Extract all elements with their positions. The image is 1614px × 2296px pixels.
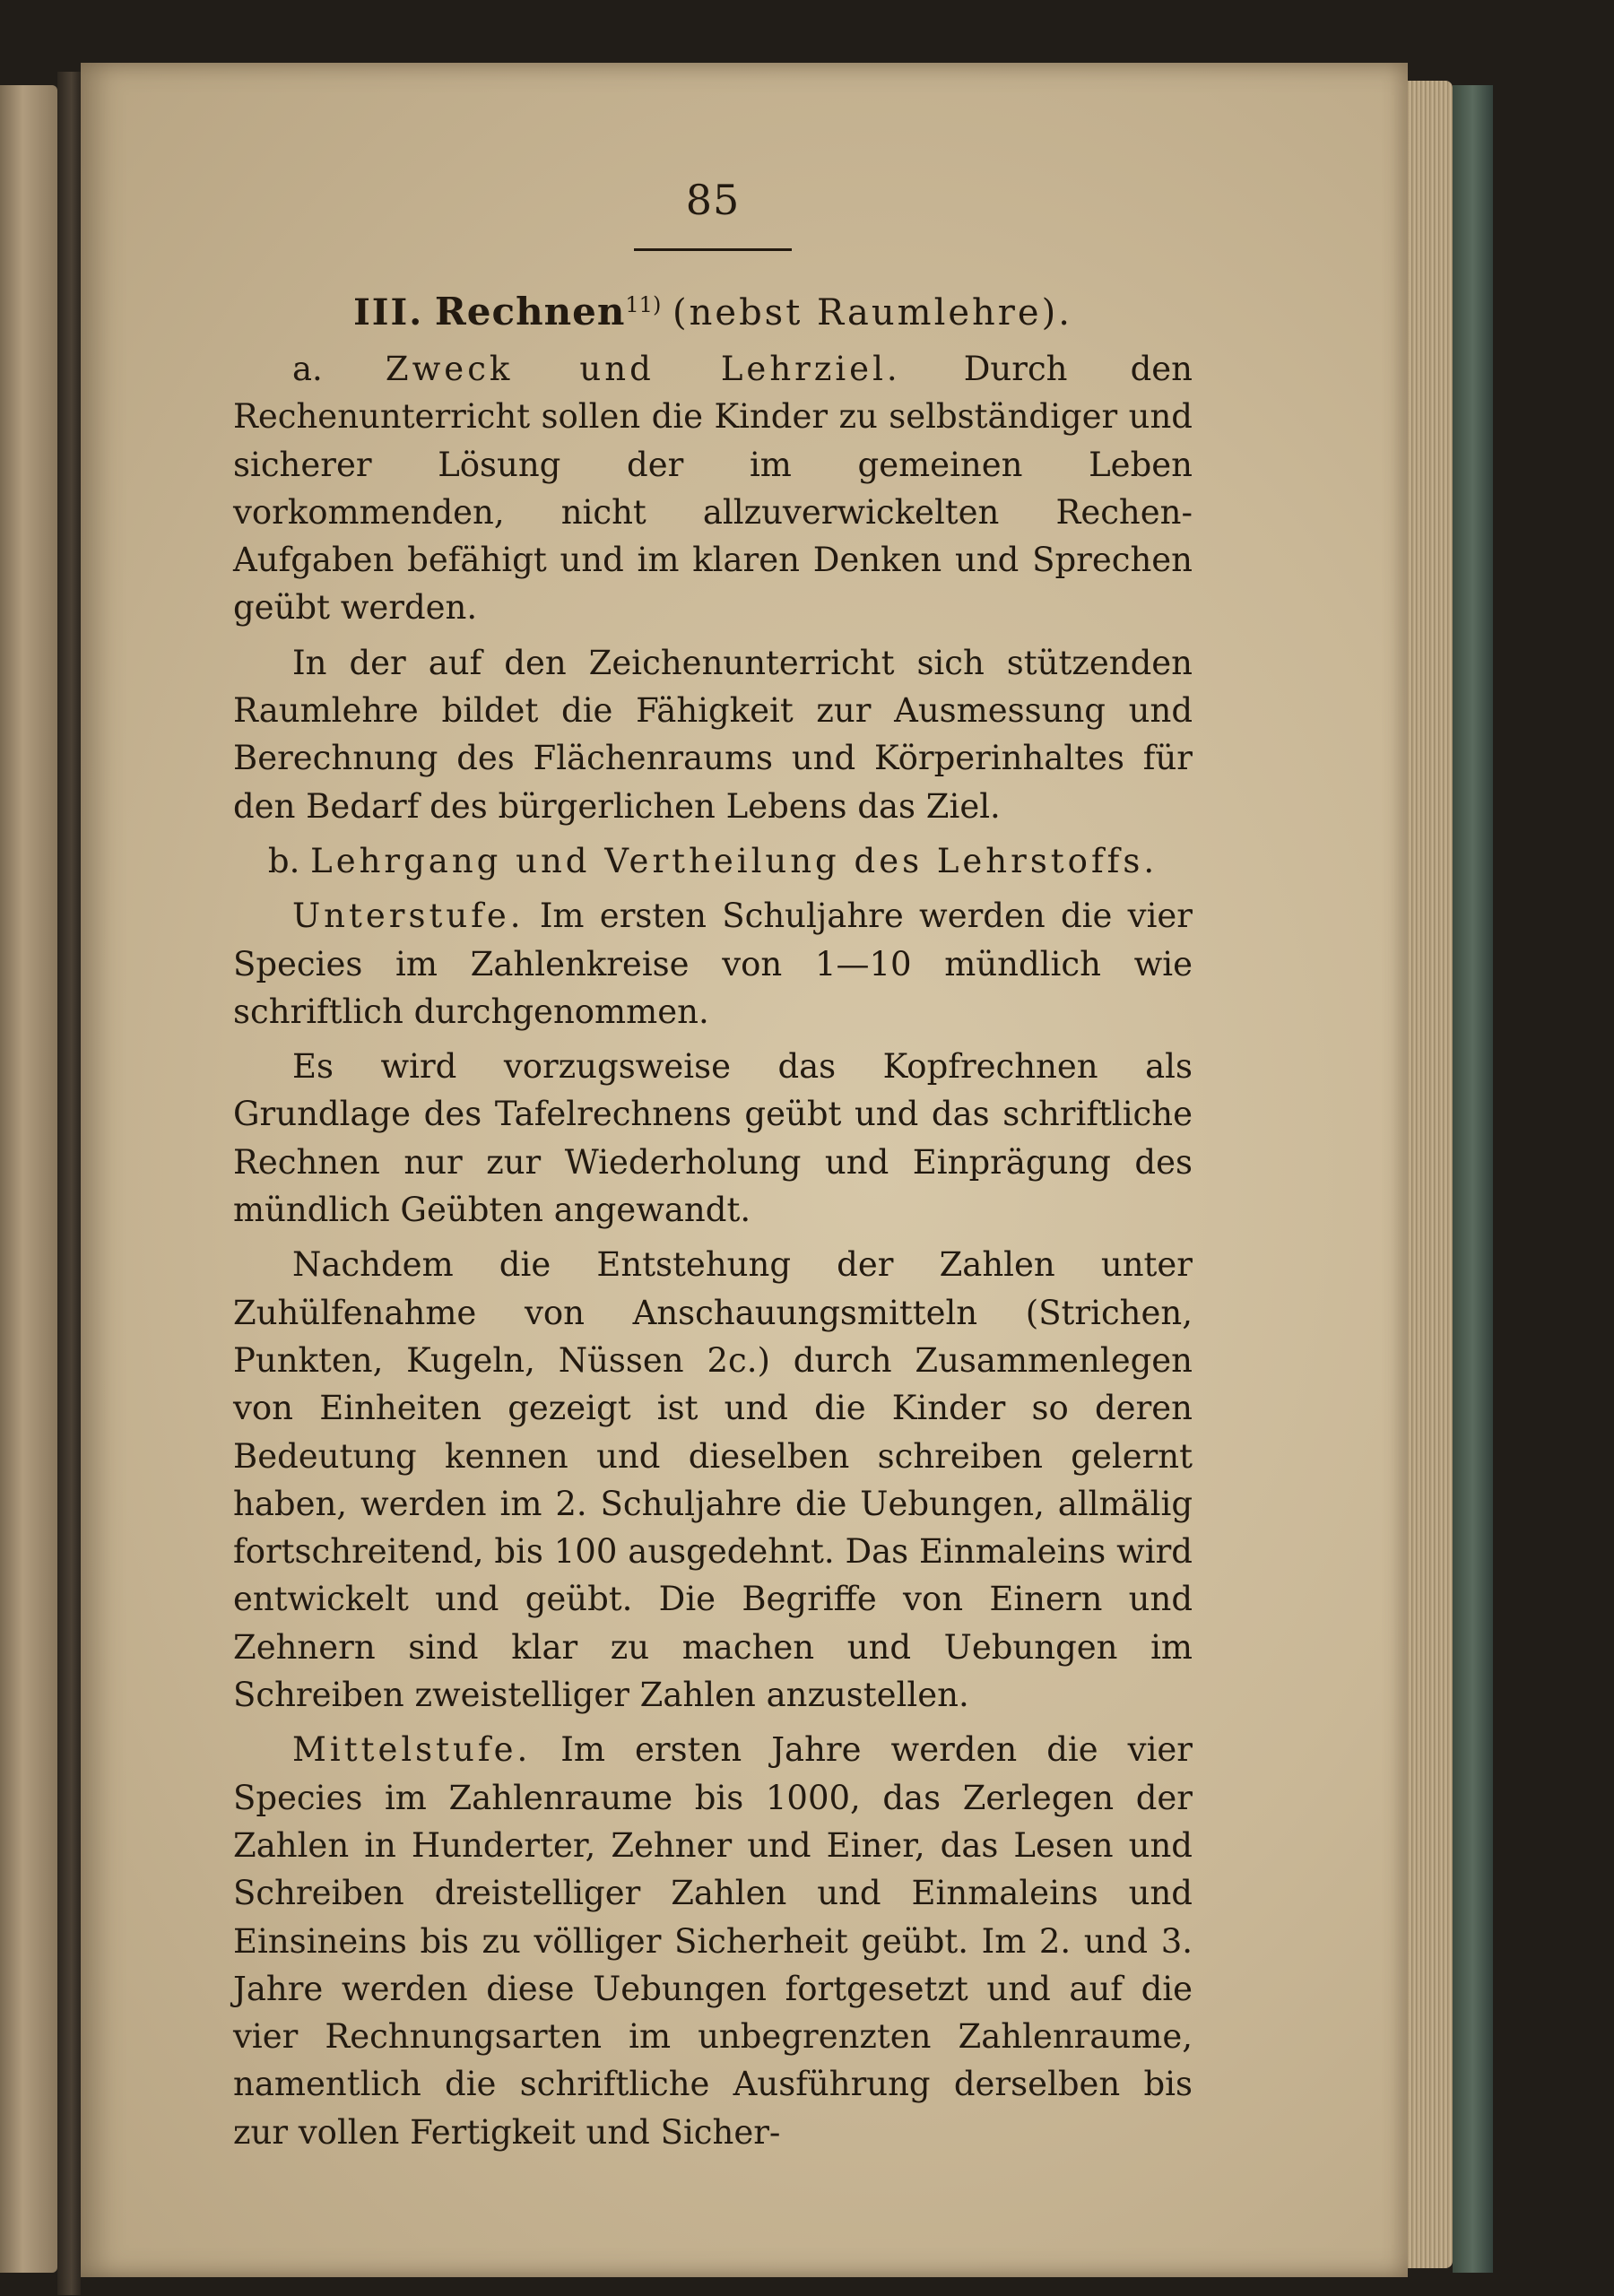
page-number: 85 xyxy=(685,176,741,224)
paragraph-zahlen: Nachdem die Entstehung der Zahlen unter Zuhülfenahme von Anschauungsmitteln (Strichen, Punkten, Kugeln, Nüssen 2c.) durch Zusammenlegen von Einheiten gezeigt ist und die Kinder so deren Bedeutung kennen und dieselben schreiben gelernt haben, werden im 2. Schuljahre die Uebungen, allmälig fortschreitend, bis 100 ausgedehnt. Das Einmaleins wird entwickelt und geübt. Die Begriffe von Einern und Zehnern sind klar zu machen und Uebungen im Schreiben zweistelliger Zahlen anzustellen. xyxy=(233,1245,1193,1715)
paragraph-zweck xyxy=(233,345,1193,632)
paragraph-unterstufe xyxy=(233,892,1193,1035)
section-a-title: Zweck und Lehrziel. xyxy=(385,350,901,388)
paragraph-mittelstufe xyxy=(233,1726,1193,2156)
paragraph-kopfrechnen: Es wird vorzugsweise das Kopfrechnen als Grundlage des Tafelrechnens geübt und das schriftliche Rechnen nur zur Wiederholung und Einprägung des mündlich Geübten angewandt. xyxy=(233,1047,1193,1230)
section-a-text: Durch den Rechenunterricht sollen die Kinder zu selbständiger und sicherer Lösung der im gemeinen Leben vorkommenden, nicht allzuverwickelten Rechen-Aufgaben befähigt und im klaren Denken und Sprechen geübt werden. xyxy=(233,350,1193,628)
chapter-subtitle: (nebst Raumlehre). xyxy=(672,292,1072,334)
header-rule xyxy=(634,248,792,251)
page-fore-edge xyxy=(1408,81,1453,2268)
unterstufe-label: Unterstufe. xyxy=(292,897,525,936)
unterstufe-text: Im ersten Schuljahre werden die vier Species im Zahlenkreise von 1—10 mündlich wie schriftlich durchgenommen. xyxy=(233,897,1193,1031)
chapter-title: Rechnen xyxy=(434,290,626,334)
left-page-edge xyxy=(0,85,57,2273)
chapter-heading xyxy=(233,278,1193,340)
book-gutter xyxy=(57,72,81,2295)
mittelstufe-text: Im ersten Jahre werden die vier Species im Zahlenraume bis 1000, das Zerlegen der Zahlen in Hunderter, Zehner und Einer, das Lesen und Schreiben dreistelliger Zahlen und Einmaleins und Einsineins bis zu völliger Sicherheit geübt. Im 2. und 3. Jahre werden diese Uebungen fortgesetzt und auf die vier Rechnungsarten im unbegrenzten Zahlenraume, namentlich die schriftliche Ausführung derselben bis zur vollen Fertigkeit und Sicher- xyxy=(233,1730,1193,2152)
mittelstufe-label: Mittelstufe. xyxy=(292,1730,532,1770)
section-a-label: a. xyxy=(292,350,323,388)
section-b-title: Lehrgang und Vertheilung des Lehrstoffs. xyxy=(310,841,1158,880)
book-cover-edge xyxy=(1453,85,1493,2273)
page-text xyxy=(233,175,1193,2156)
chapter-numeral: III. xyxy=(353,291,424,334)
paragraph-raumlehre: In der auf den Zeichenunterricht sich stützenden Raumlehre bildet die Fähigkeit zur Ausmessung und Berechnung des Flächenraums und Körperinhaltes für den Bedarf des bürgerlichen Lebens das Ziel. xyxy=(233,643,1193,826)
section-b-heading xyxy=(233,837,1193,885)
section-b-label: b. xyxy=(267,841,300,880)
footnote-marker: 11) xyxy=(625,292,662,317)
